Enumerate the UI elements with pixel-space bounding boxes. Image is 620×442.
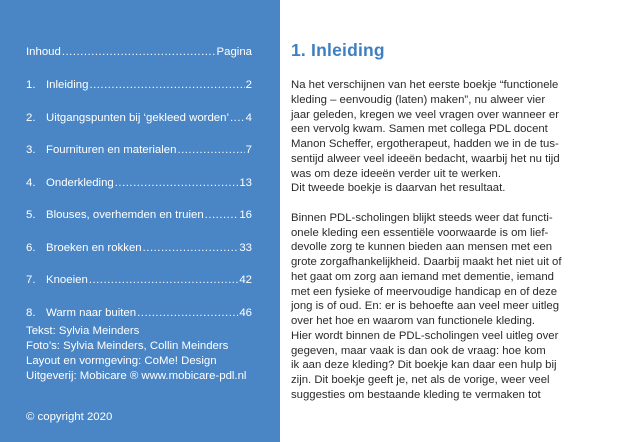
credit-text: Tekst: Sylvia Meinders bbox=[26, 325, 140, 337]
text-line: zijn. Dit boekje geeft je, net als de vorige, weer veel bbox=[291, 374, 550, 386]
text-line: het gaat om zorg aan iemand met dementie, iemand bbox=[291, 270, 554, 283]
text-line: ik aan deze kleding? Dit boekje kan daar een hulp bij bbox=[291, 359, 557, 372]
chapter-page bbox=[280, 0, 620, 442]
toc-item-page: 2 bbox=[245, 79, 252, 91]
table-of-contents-page bbox=[0, 0, 280, 442]
toc-item[interactable] bbox=[26, 79, 252, 92]
toc-item-number: 2. bbox=[26, 111, 36, 124]
toc-leader-dots bbox=[177, 144, 244, 157]
chapter-body bbox=[291, 78, 613, 403]
text-line: over het hoe en waarom van functionele kleding. bbox=[291, 315, 536, 327]
toc-item-page: 13 bbox=[239, 176, 252, 189]
paragraph bbox=[291, 211, 613, 403]
toc-item-number: 4. bbox=[26, 176, 36, 189]
toc-leader-dots bbox=[205, 209, 239, 222]
toc-item-page: 4 bbox=[245, 111, 252, 124]
toc-item[interactable] bbox=[26, 242, 252, 255]
text-line: Hier wordt binnen de PDL-scholingen veel uitleg over bbox=[291, 329, 559, 342]
text-line: jaar geleden, kregen we veel vragen over wanneer er bbox=[291, 108, 560, 121]
toc-item-title: Knoeien bbox=[46, 274, 88, 286]
toc-item-number: 8. bbox=[26, 306, 36, 319]
toc-item-number: 6. bbox=[26, 241, 36, 254]
text-line: suggesties om bestaande kleding te vermaken tot bbox=[291, 388, 541, 401]
toc-item-title: Broeken en rokken bbox=[46, 241, 142, 254]
text-line: devolle zorg te kunnen bieden aan mensen met een bbox=[291, 241, 553, 254]
text-line: Na het verschijnen van het eerste boekje “functionele bbox=[291, 79, 559, 91]
toc-item-title: Inleiding bbox=[46, 79, 89, 91]
text-line: Dit tweede boekje is daarvan het resultaat. bbox=[291, 182, 506, 195]
toc-item[interactable] bbox=[26, 144, 252, 157]
credit-photos: Foto’s: Sylvia Meinders, Collin Meinders bbox=[26, 340, 229, 352]
toc-item-page: 46 bbox=[239, 306, 252, 319]
toc-item[interactable] bbox=[26, 112, 252, 125]
toc-item[interactable] bbox=[26, 274, 252, 287]
toc-item-title: Onderkleding bbox=[46, 176, 114, 189]
toc-item-number: 7. bbox=[26, 274, 36, 286]
toc-header-page-label: Pagina bbox=[216, 46, 252, 58]
table-of-contents bbox=[26, 46, 252, 339]
toc-header bbox=[26, 46, 252, 59]
text-line: was om deze ideeën verder uit te werken. bbox=[291, 167, 501, 180]
chapter-title: 1. Inleiding bbox=[291, 40, 385, 60]
toc-leader-dots bbox=[115, 177, 239, 190]
toc-item-number: 1. bbox=[26, 79, 36, 91]
toc-leader-dots bbox=[137, 307, 238, 320]
text-line: gegeven, maar vaak is dan ook de vraag: hoe kom bbox=[291, 344, 546, 357]
credit-publisher: Uitgeverij: Mobicare ® www.mobicare-pdl.nl bbox=[26, 370, 247, 382]
toc-item-title: Fournituren en materialen bbox=[46, 144, 177, 156]
paragraph-spacer bbox=[291, 196, 613, 211]
text-line: met een fysieke of meervoudige handicap en of deze bbox=[291, 285, 558, 298]
toc-leader-dots bbox=[89, 274, 239, 287]
text-line: een vervolg kwam. Samen met collega PDL docent bbox=[291, 123, 548, 136]
toc-leader-dots bbox=[143, 242, 239, 255]
toc-item-number: 5. bbox=[26, 209, 36, 221]
text-line: Binnen PDL-scholingen blijkt steeds weer dat functi- bbox=[291, 211, 553, 224]
toc-item-page: 42 bbox=[239, 274, 252, 286]
toc-header-label: Inhoud bbox=[26, 46, 61, 58]
toc-item[interactable] bbox=[26, 209, 252, 222]
toc-leader-dots bbox=[62, 46, 216, 59]
toc-leader-dots bbox=[89, 79, 244, 92]
text-line: grote zorgafhankelijkheid. Daarbij maakt het niet uit of bbox=[291, 256, 562, 268]
text-line: jong is of oud. En: er is behoefte aan veel meer uitleg bbox=[291, 300, 560, 313]
text-line: sentijd alweer veel ideeën bedacht, waarbij het nu tijd bbox=[291, 152, 560, 165]
toc-leader-dots bbox=[230, 112, 245, 125]
toc-item[interactable] bbox=[26, 307, 252, 320]
toc-item-title: Blouses, overhemden en truien bbox=[46, 209, 204, 221]
toc-item-number: 3. bbox=[26, 144, 36, 156]
copyright-notice: © copyright 2020 bbox=[26, 411, 113, 423]
paragraph bbox=[291, 78, 613, 196]
colophon bbox=[26, 324, 271, 384]
toc-item-page: 16 bbox=[239, 209, 252, 221]
toc-item-page: 7 bbox=[245, 144, 252, 156]
text-line: kleding – eenvoudig (laten) maken”, nu alweer vier bbox=[291, 93, 546, 106]
toc-item-page: 33 bbox=[239, 241, 252, 254]
toc-item-title: Warm naar buiten bbox=[46, 306, 137, 319]
toc-item-title: Uitgangspunten bij ‘gekleed worden’ bbox=[46, 111, 230, 124]
text-line: Manon Scheffer, ergotherapeut, hadden we in de tus- bbox=[291, 138, 559, 150]
toc-item[interactable] bbox=[26, 177, 252, 190]
credit-layout: Layout en vormgeving: CoMe! Design bbox=[26, 355, 217, 367]
text-line: onele kleding een essentiële voorwaarde is om lief- bbox=[291, 226, 549, 239]
